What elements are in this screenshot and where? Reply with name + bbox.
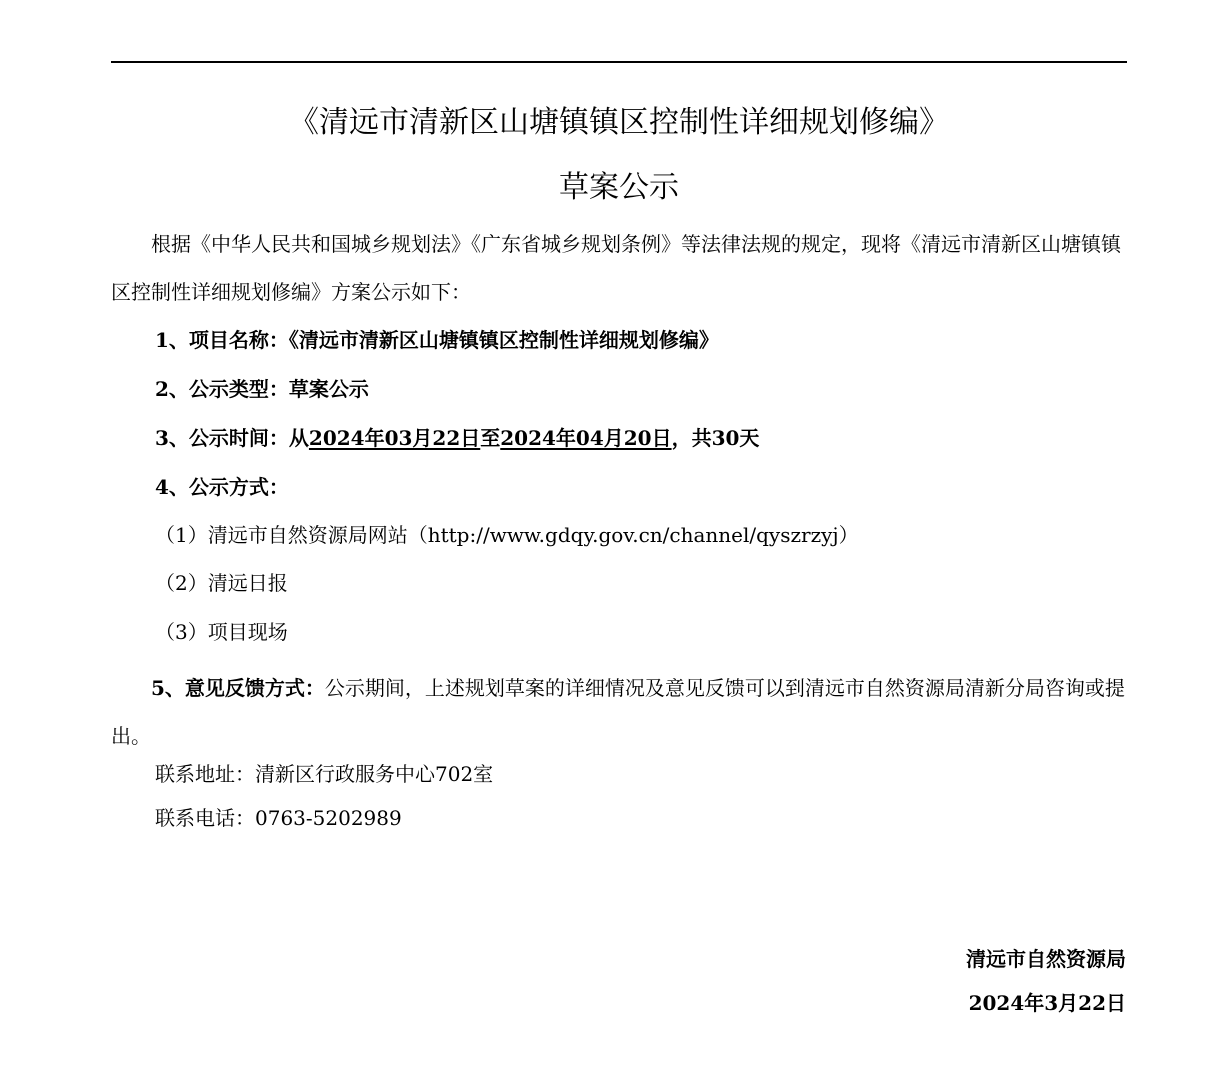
item-project-name — [155, 325, 719, 355]
item-feedback — [111, 664, 1127, 760]
signature-org: 清远市自然资源局 — [966, 947, 1126, 971]
item-notice-period-label: 3、公示时间： — [155, 426, 289, 450]
method-site: （3）项目现场 — [155, 620, 288, 644]
contact-address: 联系地址：清新区行政服务中心702室 — [155, 762, 494, 786]
item-notice-type — [155, 374, 369, 404]
item-notice-period-prefix: 从 — [288, 426, 309, 450]
intro-paragraph: 根据《中华人民共和国城乡规划法》《广东省城乡规划条例》等法律法规的规定，现将《清远市清新区山塘镇镇区控制性详细规划修编》方案公示如下： — [111, 232, 1121, 304]
header-rule — [111, 61, 1127, 63]
item-notice-type-value: 草案公示 — [288, 377, 369, 401]
contact-phone: 联系电话：0763-5202989 — [155, 806, 402, 830]
method-website: （1）清远市自然资源局网站（http://www.gdqy.gov.cn/channel/qyszrzyj） — [155, 523, 859, 547]
notice-end-date: 2024年04月20日 — [500, 426, 672, 450]
item-notice-period-suffix: ，共30天 — [671, 426, 760, 450]
item-project-name-label: 1、项目名称： — [155, 328, 289, 352]
item-project-name-value: 《清远市清新区山塘镇镇区控制性详细规划修编》 — [288, 328, 719, 352]
document-subtitle: 草案公示 — [559, 170, 679, 205]
item-notice-type-label: 2、公示类型： — [155, 377, 289, 401]
item-feedback-label: 5、意见反馈方式： — [151, 676, 325, 700]
signature-date: 2024年3月22日 — [968, 991, 1126, 1015]
item-feedback-text: 公示期间，上述规划草案的详细情况及意见反馈可以到清远市自然资源局清新分局咨询或提出。 — [111, 676, 1125, 748]
item-notice-methods-label: 4、公示方式： — [155, 475, 289, 499]
item-notice-period-mid: 至 — [480, 426, 501, 450]
item-notice-methods — [155, 472, 289, 502]
notice-start-date: 2024年03月22日 — [308, 426, 481, 450]
item-notice-period — [155, 423, 759, 453]
method-newspaper: （2）清远日报 — [155, 571, 288, 595]
document-title: 《清远市清新区山塘镇镇区控制性详细规划修编》 — [289, 105, 949, 140]
